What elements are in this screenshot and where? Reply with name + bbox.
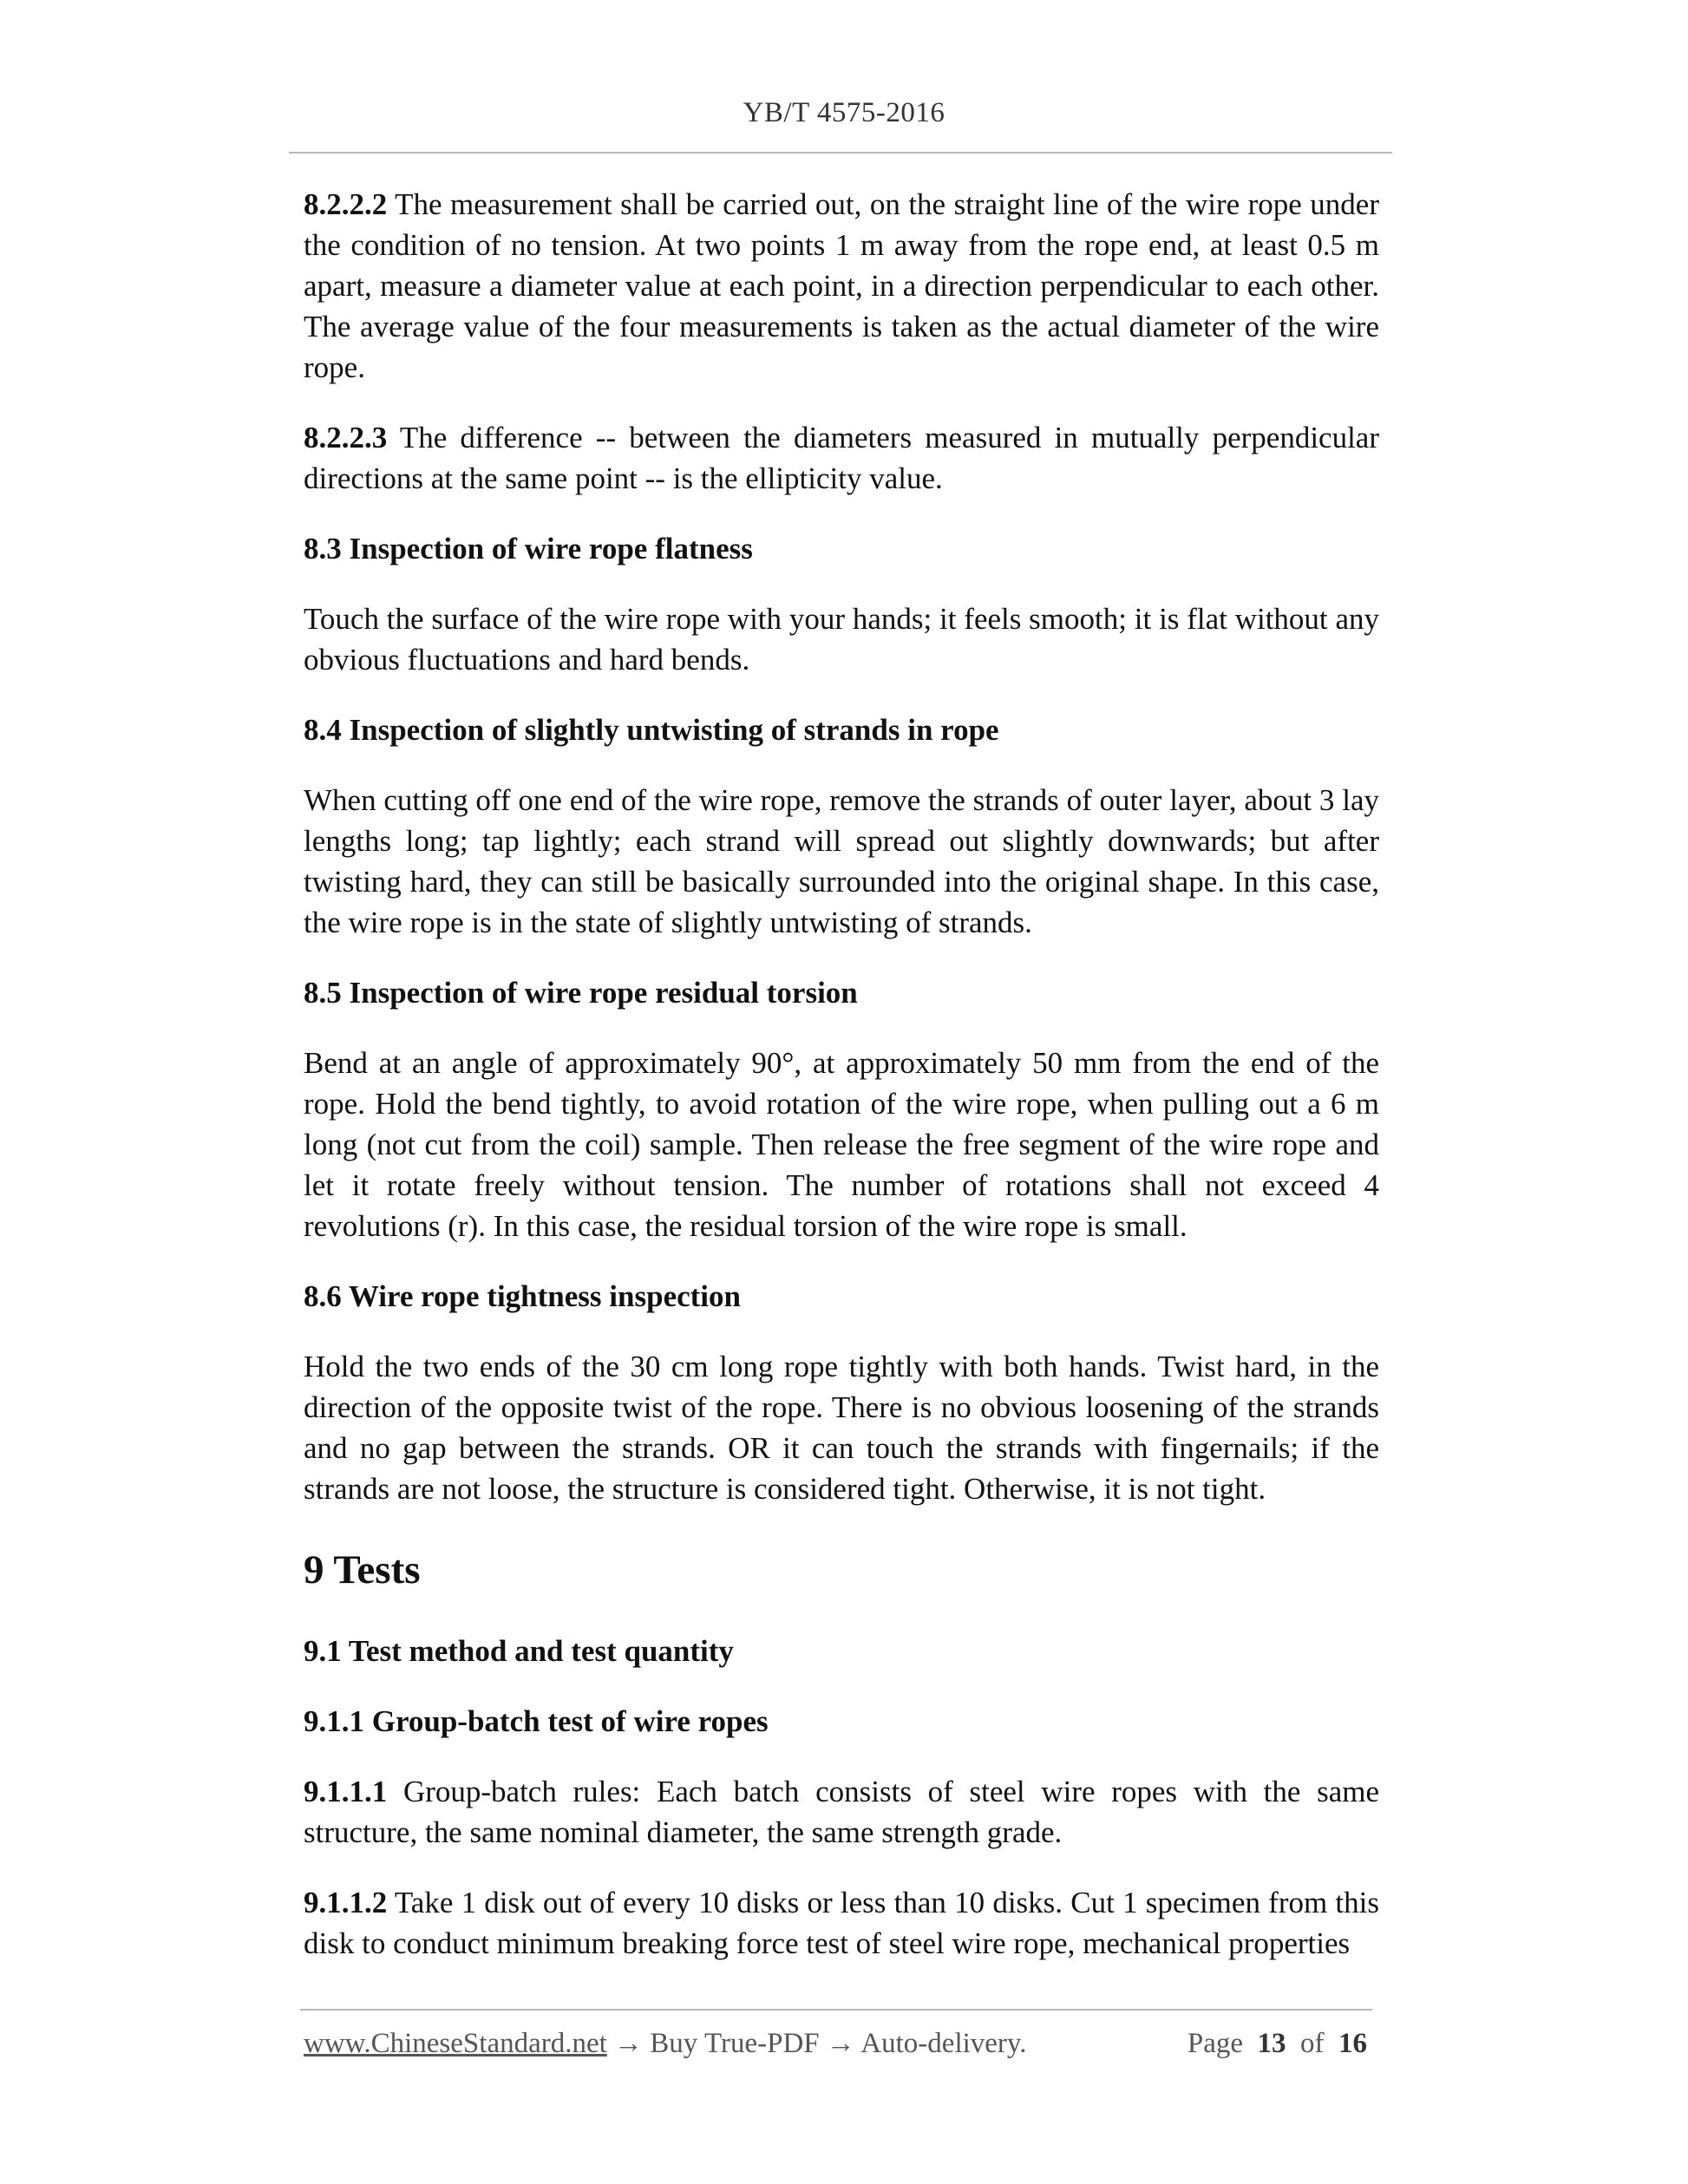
chapter-heading-9: 9 Tests bbox=[304, 1547, 421, 1592]
section-heading-8-3: 8.3 Inspection of wire rope flatness bbox=[304, 532, 753, 566]
clause-number: 9.1.1.2 bbox=[304, 1886, 388, 1919]
section-heading-9-1: 9.1 Test method and test quantity bbox=[304, 1634, 734, 1668]
page-label: Page bbox=[1187, 2028, 1243, 2059]
current-page-number: 13 bbox=[1257, 2028, 1286, 2059]
page-footer bbox=[304, 2028, 1367, 2060]
total-page-number: 16 bbox=[1338, 2028, 1367, 2059]
clause-number: 8.2.2.2 bbox=[304, 187, 388, 221]
website-link[interactable]: www.ChineseStandard.net bbox=[304, 2028, 607, 2059]
header-divider bbox=[289, 152, 1392, 154]
of-label: of bbox=[1300, 2028, 1325, 2059]
footer-divider bbox=[300, 2009, 1372, 2011]
clause-text: Group-batch rules: Each batch consists of steel wire ropes with the same structure, the same nominal diameter, the same strength grade. bbox=[304, 1775, 1380, 1849]
clause-text: Take 1 disk out of every 10 disks or less than 10 disks. Cut 1 specimen from this disk to conduct minimum breaking force test of steel wire rope, mechanical properties bbox=[304, 1886, 1379, 1960]
clause-8-2-2-2 bbox=[304, 184, 1379, 388]
section-heading-8-4: 8.4 Inspection of slightly untwisting of strands in rope bbox=[304, 713, 999, 747]
section-8-4-text: When cutting off one end of the wire rope, remove the strands of outer layer, about 3 lay lengths long; tap lightly; each strand will spread out slightly downwards; but after twisting hard, they can still be basically surrounded into the original shape. In this case, the wire rope is in the state of slightly untwisting of strands. bbox=[304, 783, 1379, 939]
clause-8-2-2-3 bbox=[304, 417, 1379, 499]
clause-9-1-1-1 bbox=[304, 1771, 1379, 1853]
section-8-6-text: Hold the two ends of the 30 cm long rope tightly with both hands. Twist hard, in the direction of the opposite twist of the rope. There is no obvious loosening of the strands and no gap between the strands. OR it can touch the strands with fingernails; if the strands are not loose, the structure is considered tight. Otherwise, it is not tight. bbox=[304, 1350, 1379, 1506]
clause-number: 9.1.1.1 bbox=[304, 1775, 388, 1808]
section-8-5-text: Bend at an angle of approximately 90°, at approximately 50 mm from the end of the rope. Hold the bend tightly, to avoid rotation of the wire rope, when pulling out a 6 m long (not cut from the coil) sample. Then release the free segment of the wire rope and let it rotate freely without tension. The number of rotations shall not exceed 4 revolutions (r). In this case, the residual torsion of the wire rope is small. bbox=[304, 1046, 1379, 1243]
clause-number: 8.2.2.3 bbox=[304, 421, 388, 454]
section-heading-9-1-1: 9.1.1 Group-batch test of wire ropes bbox=[304, 1704, 769, 1738]
clause-9-1-1-2 bbox=[304, 1882, 1379, 1964]
clause-text: The measurement shall be carried out, on the straight line of the wire rope under the condition of no tension. At two points 1 m away from the rope end, at least 0.5 m apart, measure a diameter value at each point, in a direction perpendicular to each other. The average value of the four measurements is taken as the actual diameter of the wire rope. bbox=[304, 187, 1379, 384]
document-header: YB/T 4575-2016 bbox=[743, 97, 945, 128]
page-content bbox=[304, 184, 1379, 1993]
clause-text: The difference -- between the diameters measured in mutually perpendicular directions at the same point -- is the ellipticity value. bbox=[304, 421, 1379, 495]
footer-promo-text: → Buy True-PDF → Auto-delivery. bbox=[606, 2028, 1027, 2059]
section-heading-8-5: 8.5 Inspection of wire rope residual torsion bbox=[304, 976, 858, 1010]
section-heading-8-6: 8.6 Wire rope tightness inspection bbox=[304, 1279, 741, 1313]
page-indicator bbox=[1187, 2028, 1367, 2060]
section-8-3-text: Touch the surface of the wire rope with your hands; it feels smooth; it is flat without any obvious fluctuations and hard bends. bbox=[304, 602, 1379, 677]
